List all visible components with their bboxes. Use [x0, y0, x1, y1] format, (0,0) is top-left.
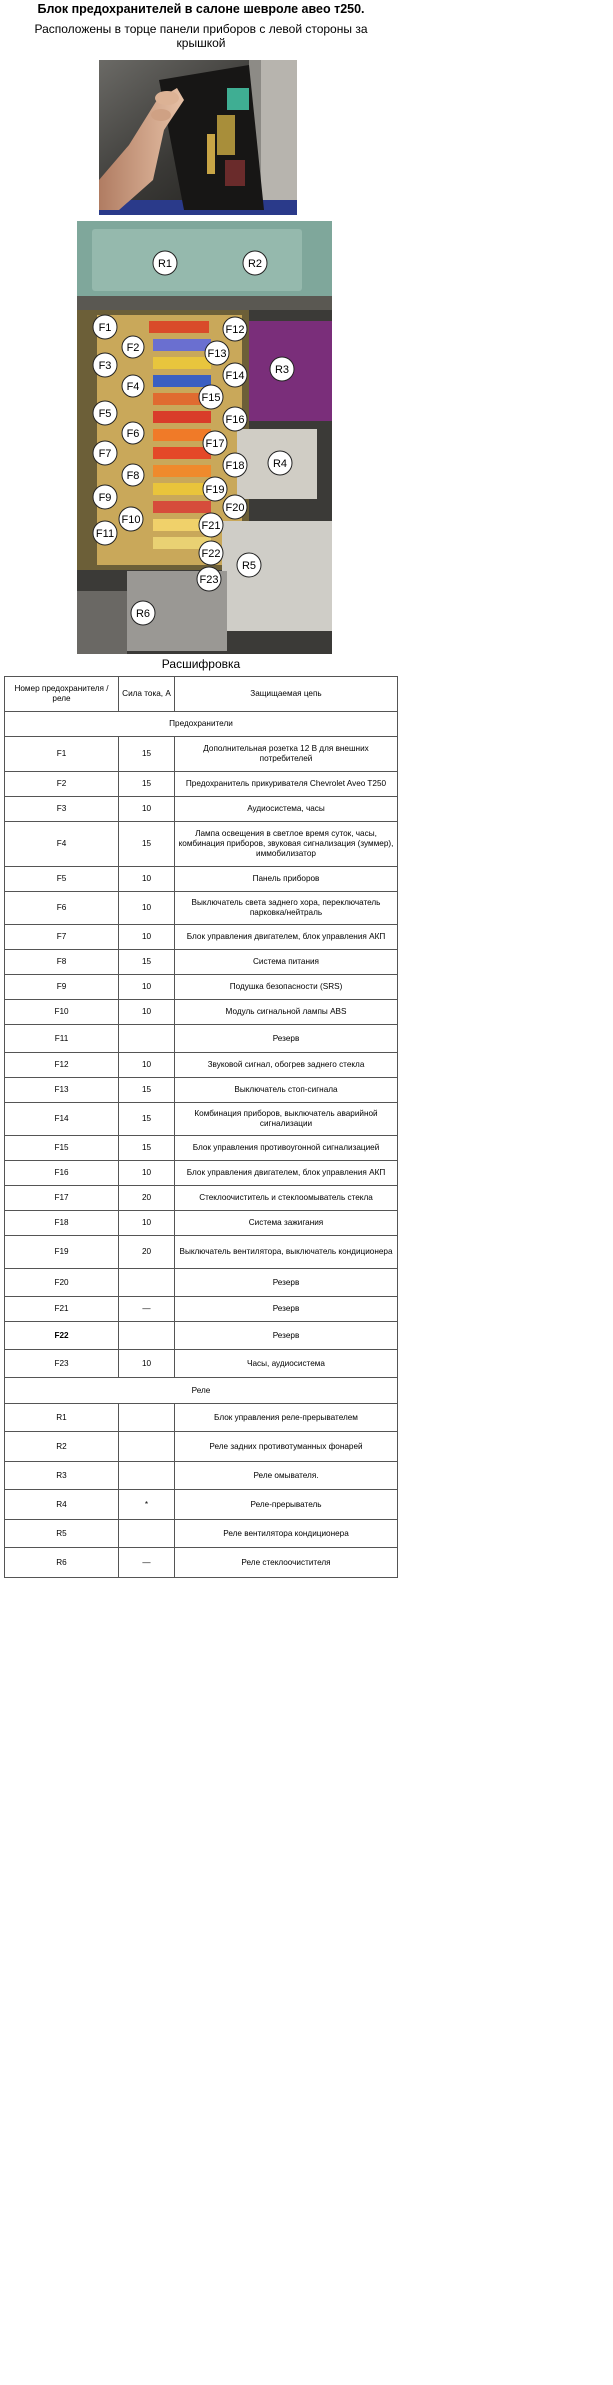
label-F3-text: F3: [98, 360, 112, 372]
label-F1-text: F1: [98, 322, 112, 334]
table-row: [5, 1548, 398, 1578]
cell-circuit: Панель приборов: [175, 867, 398, 892]
cell-id: R2: [5, 1432, 119, 1462]
label-F19-text: F19: [205, 484, 225, 496]
label-F22-text: F22: [201, 548, 221, 560]
label-F4: [122, 375, 144, 397]
label-R2-text: R2: [247, 258, 263, 270]
label-F13: [205, 341, 229, 365]
cell-id: F17: [5, 1186, 119, 1211]
label-R4-text: R4: [272, 458, 288, 470]
section-relays-row: [5, 1378, 398, 1404]
cell-id: F20: [5, 1269, 119, 1297]
cell-amps: 15: [119, 772, 175, 797]
cell-circuit: Выключатель вентилятора, выключатель кондиционера: [175, 1236, 398, 1269]
table-row: [5, 1000, 398, 1025]
cell-amps: [119, 1520, 175, 1548]
label-R4: [268, 451, 292, 475]
table-row: [5, 1161, 398, 1186]
label-F2-text: F2: [126, 342, 140, 354]
cell-circuit: Блок управления реле-прерывателем: [175, 1404, 398, 1432]
cell-amps: 15: [119, 737, 175, 772]
cell-id: F18: [5, 1211, 119, 1236]
fuse-block-diagram: [77, 221, 332, 654]
table-row: [5, 772, 398, 797]
cell-id: F8: [5, 950, 119, 975]
cell-circuit: Предохранитель прикуривателя Chevrolet Aveo T250: [175, 772, 398, 797]
cell-amps: 15: [119, 950, 175, 975]
cell-circuit: Блок управления противоугонной сигнализацией: [175, 1136, 398, 1161]
cell-id: F13: [5, 1078, 119, 1103]
cell-circuit: Реле омывателя.: [175, 1462, 398, 1490]
label-F5: [93, 401, 117, 425]
cell-circuit: Звуковой сигнал, обогрев заднего стекла: [175, 1053, 398, 1078]
page-title: Блок предохранителей в салоне шевроле авео т250.: [37, 2, 365, 16]
label-F7-text: F7: [98, 448, 112, 460]
cell-amps: 10: [119, 867, 175, 892]
label-R6: [131, 601, 155, 625]
table-row: [5, 1297, 398, 1322]
cell-amps: 20: [119, 1236, 175, 1269]
table-row: [5, 1490, 398, 1520]
label-F16: [223, 407, 247, 431]
decoding-caption: Расшифровка: [161, 657, 241, 671]
cell-amps: [119, 1025, 175, 1053]
table-row: [5, 1186, 398, 1211]
cell-id: F2: [5, 772, 119, 797]
cell-circuit: Дополнительная розетка 12 В для внешних потребителей: [175, 737, 398, 772]
label-F14-text: F14: [225, 370, 245, 382]
cell-amps: [119, 1269, 175, 1297]
cell-amps: 10: [119, 925, 175, 950]
table-row: [5, 1136, 398, 1161]
label-F16-text: F16: [225, 414, 245, 426]
cell-id: R1: [5, 1404, 119, 1432]
label-F4-text: F4: [126, 381, 140, 393]
cell-circuit: Выключатель света заднего хора, переключатель парковка/нейтраль: [175, 892, 398, 925]
label-F14: [223, 363, 247, 387]
cell-id: F14: [5, 1103, 119, 1136]
label-F12: [223, 317, 247, 341]
cell-amps: [119, 1462, 175, 1490]
label-F19: [203, 477, 227, 501]
label-R1: [153, 251, 177, 275]
cell-circuit: Система зажигания: [175, 1211, 398, 1236]
table-row: [5, 1269, 398, 1297]
label-F17-text: F17: [205, 438, 225, 450]
fuse-cover-photo: [99, 60, 297, 215]
cell-amps: [119, 1322, 175, 1350]
label-F13-text: F13: [207, 348, 227, 360]
fuse-table: [4, 676, 398, 1578]
cell-id: F5: [5, 867, 119, 892]
table-row: [5, 1211, 398, 1236]
cell-amps: —: [119, 1297, 175, 1322]
cell-circuit: Реле стеклоочистителя: [175, 1548, 398, 1578]
label-F21-text: F21: [201, 520, 221, 532]
cell-amps: 10: [119, 1350, 175, 1378]
cell-amps: 15: [119, 822, 175, 867]
cell-id: F4: [5, 822, 119, 867]
label-F15-text: F15: [201, 392, 221, 404]
label-F6: [122, 422, 144, 444]
table-row: [5, 1432, 398, 1462]
fuse-table-body: [5, 677, 398, 1578]
label-F8-text: F8: [126, 470, 140, 482]
cell-amps: 10: [119, 1211, 175, 1236]
label-F9: [93, 485, 117, 509]
cell-circuit: Подушка безопасности (SRS): [175, 975, 398, 1000]
cell-circuit: Блок управления двигателем, блок управления АКП: [175, 1161, 398, 1186]
cell-circuit: Комбинация приборов, выключатель аварийной сигнализации: [175, 1103, 398, 1136]
cell-circuit: Блок управления двигателем, блок управления АКП: [175, 925, 398, 950]
cell-id: R3: [5, 1462, 119, 1490]
table-row: [5, 1462, 398, 1490]
table-row: [5, 1350, 398, 1378]
table-header-row: [5, 677, 398, 712]
cell-id: F7: [5, 925, 119, 950]
table-row: [5, 1404, 398, 1432]
label-F18-text: F18: [225, 460, 245, 472]
label-F1: [93, 315, 117, 339]
cell-circuit: Реле-прерыватель: [175, 1490, 398, 1520]
cell-circuit: Выключатель стоп-сигнала: [175, 1078, 398, 1103]
cell-amps: 10: [119, 1161, 175, 1186]
cell-id: F10: [5, 1000, 119, 1025]
cell-amps: 15: [119, 1136, 175, 1161]
cell-circuit: Резерв: [175, 1322, 398, 1350]
cell-amps: *: [119, 1490, 175, 1520]
cell-amps: —: [119, 1548, 175, 1578]
cell-amps: 10: [119, 1000, 175, 1025]
cell-amps: 10: [119, 1053, 175, 1078]
table-row: [5, 737, 398, 772]
table-row: [5, 1103, 398, 1136]
table-row: [5, 925, 398, 950]
cell-circuit: Стеклоочиститель и стеклоомыватель стекла: [175, 1186, 398, 1211]
label-F10: [119, 507, 143, 531]
header-number: Номер предохранителя / реле: [5, 677, 119, 712]
cell-id: F11: [5, 1025, 119, 1053]
table-row: [5, 1322, 398, 1350]
label-F6-text: F6: [126, 428, 140, 440]
cell-circuit: Часы, аудиосистема: [175, 1350, 398, 1378]
table-row: [5, 1078, 398, 1103]
label-F17: [203, 431, 227, 455]
label-R6-text: R6: [135, 608, 151, 620]
label-F23-text: F23: [199, 574, 219, 586]
cell-amps: 10: [119, 797, 175, 822]
cell-amps: [119, 1404, 175, 1432]
cell-amps: 15: [119, 1103, 175, 1136]
header-amps: Сила тока, А: [119, 677, 175, 712]
label-F21: [199, 513, 223, 537]
label-F9-text: F9: [98, 492, 112, 504]
label-F20: [223, 495, 247, 519]
cell-id: R6: [5, 1548, 119, 1578]
cell-id: F6: [5, 892, 119, 925]
table-row: [5, 892, 398, 925]
section-fuses-row: [5, 712, 398, 737]
cell-id: F15: [5, 1136, 119, 1161]
cell-id: F9: [5, 975, 119, 1000]
section-fuses-row-label: Предохранители: [5, 712, 398, 737]
cell-id: R5: [5, 1520, 119, 1548]
label-F20-text: F20: [225, 502, 245, 514]
cell-amps: [119, 1432, 175, 1462]
table-row: [5, 867, 398, 892]
cell-id: R4: [5, 1490, 119, 1520]
table-row: [5, 1236, 398, 1269]
cell-circuit: Система питания: [175, 950, 398, 975]
cell-circuit: Резерв: [175, 1297, 398, 1322]
cell-id: F1: [5, 737, 119, 772]
cell-circuit: Резерв: [175, 1269, 398, 1297]
label-F8: [122, 464, 144, 486]
cell-circuit: Лампа освещения в светлое время суток, часы, комбинация приборов, звуковая сигнализация (зуммер), иммобилизатор: [175, 822, 398, 867]
cell-id: F16: [5, 1161, 119, 1186]
cell-id: F23: [5, 1350, 119, 1378]
table-row: [5, 950, 398, 975]
cell-circuit: Реле вентилятора кондиционера: [175, 1520, 398, 1548]
label-F5-text: F5: [98, 408, 112, 420]
section-relays-row-label: Реле: [5, 1378, 398, 1404]
table-row: [5, 822, 398, 867]
label-F18: [223, 453, 247, 477]
label-R5: [237, 553, 261, 577]
page-subtitle: Расположены в торце панели приборов с левой стороны за крышкой: [34, 22, 368, 50]
label-F7: [93, 441, 117, 465]
label-F11: [93, 521, 117, 545]
label-R3-text: R3: [274, 364, 290, 376]
cell-amps: 10: [119, 892, 175, 925]
cell-amps: 15: [119, 1078, 175, 1103]
cell-circuit: Реле задних противотуманных фонарей: [175, 1432, 398, 1462]
cell-id: F19: [5, 1236, 119, 1269]
cell-id: F12: [5, 1053, 119, 1078]
label-F15: [199, 385, 223, 409]
label-R2: [243, 251, 267, 275]
cell-id: F3: [5, 797, 119, 822]
label-F11-text: F11: [95, 528, 115, 540]
label-R1-text: R1: [157, 258, 173, 270]
label-F12-text: F12: [225, 324, 245, 336]
label-F23: [197, 567, 221, 591]
cell-circuit: Аудиосистема, часы: [175, 797, 398, 822]
cell-circuit: Резерв: [175, 1025, 398, 1053]
cell-circuit: Модуль сигнальной лампы ABS: [175, 1000, 398, 1025]
cell-id: F22: [5, 1322, 119, 1350]
label-F2: [122, 336, 144, 358]
table-row: [5, 1025, 398, 1053]
cell-amps: 20: [119, 1186, 175, 1211]
label-R5-text: R5: [241, 560, 257, 572]
label-F10-text: F10: [121, 514, 141, 526]
table-row: [5, 975, 398, 1000]
table-row: [5, 1053, 398, 1078]
table-row: [5, 1520, 398, 1548]
label-F22: [199, 541, 223, 565]
label-F3: [93, 353, 117, 377]
cell-id: F21: [5, 1297, 119, 1322]
table-row: [5, 797, 398, 822]
header-circuit: Защищаемая цепь: [175, 677, 398, 712]
label-R3: [270, 357, 294, 381]
cell-amps: 10: [119, 975, 175, 1000]
